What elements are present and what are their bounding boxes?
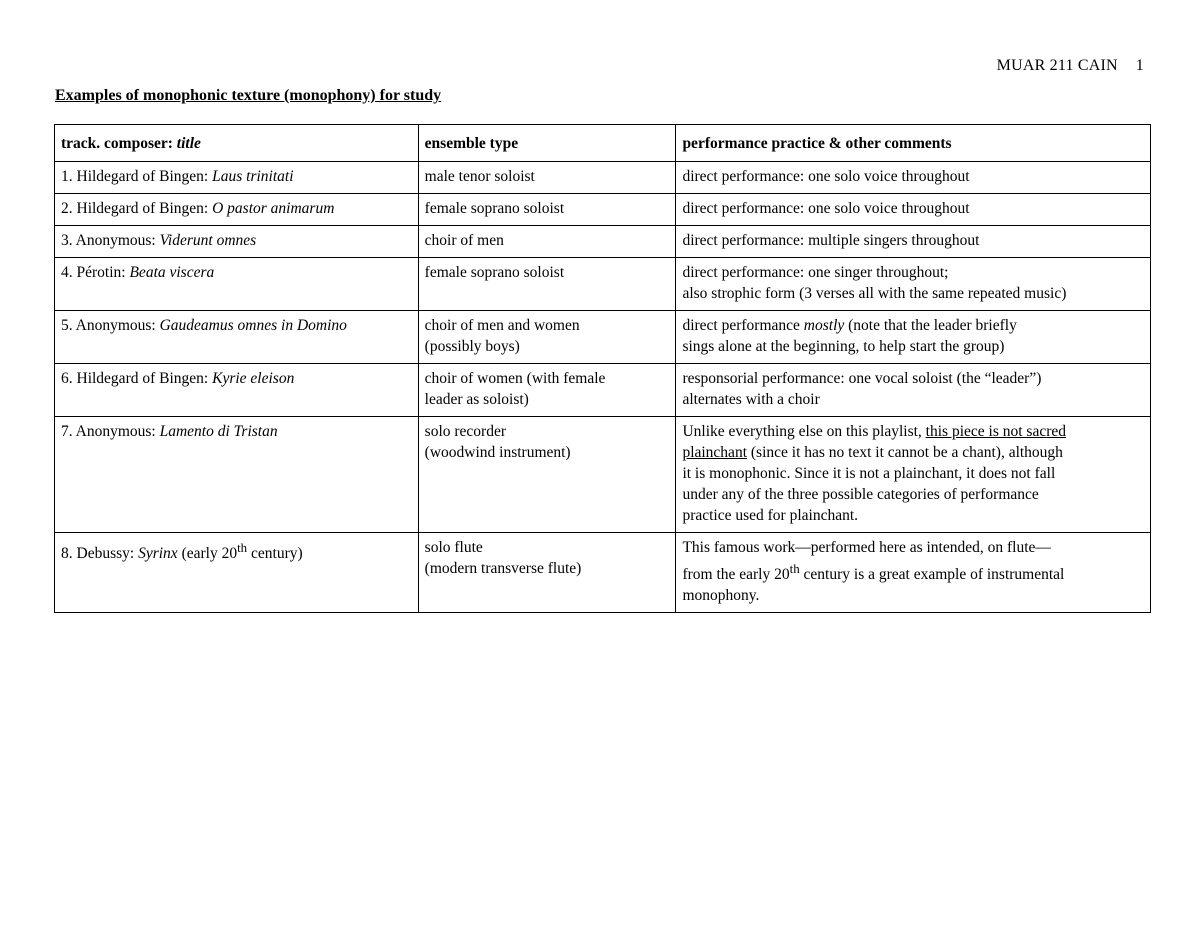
comments-cell: direct performance: one solo voice throughout — [676, 194, 1151, 226]
ensemble-cell: solo flute (modern transverse flute) — [418, 533, 676, 613]
table-row — [55, 258, 1151, 311]
ensemble-cell: choir of men and women (possibly boys) — [418, 311, 676, 364]
underlined-emphasis: this piece is not sacred — [925, 423, 1066, 440]
table-row — [55, 226, 1151, 258]
comments-cell: direct performance mostly (note that the leader briefly sings alone at the beginning, to help start the group) — [676, 311, 1151, 364]
comments-cell: direct performance: one singer throughout; also strophic form (3 verses all with the same repeated music) — [676, 258, 1151, 311]
track-cell: 5. Anonymous: Gaudeamus omnes in Domino — [55, 311, 419, 364]
ensemble-cell: choir of women (with female leader as soloist) — [418, 364, 676, 417]
ensemble-cell: female soprano soloist — [418, 194, 676, 226]
comments-cell: Unlike everything else on this playlist, this piece is not sacred plainchant (since it has no text it cannot be a chant), although it is monophonic. Since it is not a plainchant, it does not fall under any of the three possible categories of performance practice used for plainchant. — [676, 417, 1151, 533]
track-cell: 8. Debussy: Syrinx (early 20th century) — [55, 533, 419, 613]
running-header — [997, 57, 1144, 75]
comments-cell: direct performance: one solo voice throughout — [676, 162, 1151, 194]
track-cell: 6. Hildegard of Bingen: Kyrie eleison — [55, 364, 419, 417]
header-ensemble-type: ensemble type — [418, 125, 676, 162]
track-cell: 3. Anonymous: Viderunt omnes — [55, 226, 419, 258]
comments-cell: responsorial performance: one vocal soloist (the “leader”) alternates with a choir — [676, 364, 1151, 417]
document-title: Examples of monophonic texture (monophony) for study — [55, 87, 442, 104]
monophony-table — [54, 124, 1151, 613]
course-code: MUAR 211 CAIN — [996, 57, 1118, 74]
table-row — [55, 162, 1151, 194]
track-cell: 2. Hildegard of Bingen: O pastor animarum — [55, 194, 419, 226]
table-row — [55, 194, 1151, 226]
page-number: 1 — [1135, 57, 1144, 74]
table-row — [55, 417, 1151, 533]
ensemble-cell: choir of men — [418, 226, 676, 258]
ensemble-cell: male tenor soloist — [418, 162, 676, 194]
table-row — [55, 533, 1151, 613]
comments-cell: direct performance: multiple singers throughout — [676, 226, 1151, 258]
track-cell: 1. Hildegard of Bingen: Laus trinitati — [55, 162, 419, 194]
header-performance-practice: performance practice & other comments — [676, 125, 1151, 162]
table-row — [55, 364, 1151, 417]
track-cell: 4. Pérotin: Beata viscera — [55, 258, 419, 311]
comments-cell: This famous work—performed here as intended, on flute— from the early 20th century is a great example of instrumental monophony. — [676, 533, 1151, 613]
underlined-emphasis: plainchant — [682, 444, 747, 461]
header-track-composer-title: track. composer: title — [55, 125, 419, 162]
table-header-row — [55, 125, 1151, 162]
table-row — [55, 311, 1151, 364]
ensemble-cell: solo recorder (woodwind instrument) — [418, 417, 676, 533]
track-cell: 7. Anonymous: Lamento di Tristan — [55, 417, 419, 533]
ensemble-cell: female soprano soloist — [418, 258, 676, 311]
